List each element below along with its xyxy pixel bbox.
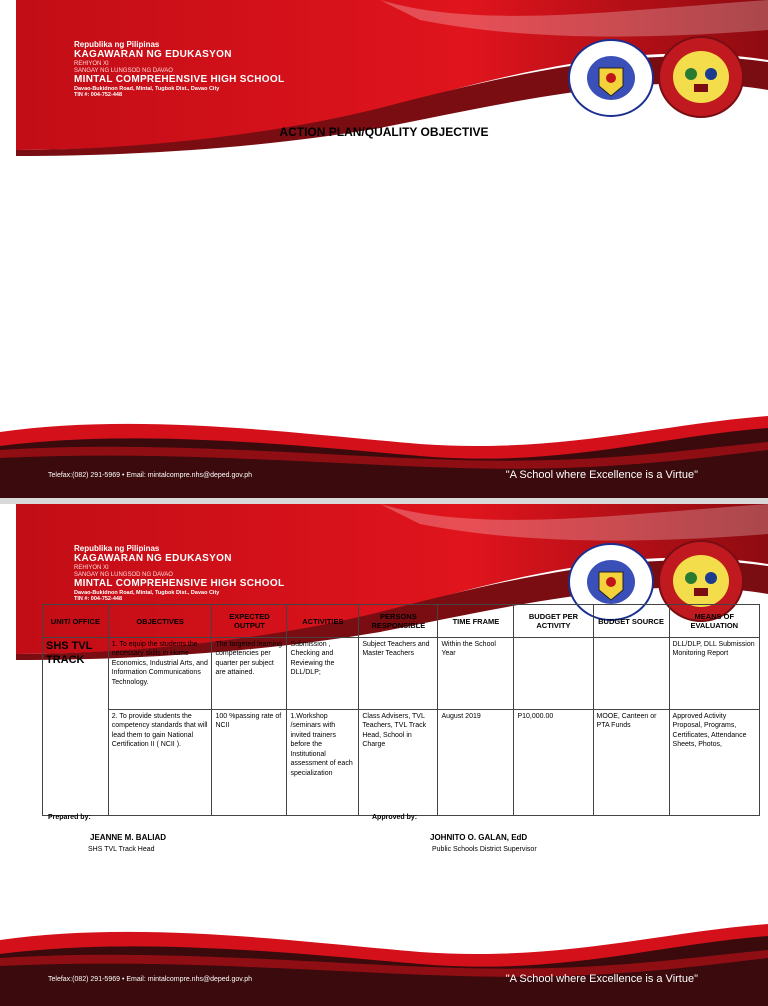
column-header: TIME FRAME	[438, 605, 514, 638]
division-label: SANGAY NG LUNGSOD NG DAVAO	[74, 67, 173, 74]
table-row	[43, 710, 760, 816]
region-label: REHIYON XI	[74, 564, 109, 571]
budget-source-cell: MOOE, Canteen or PTA Funds	[593, 710, 669, 816]
republic-label: Republika ng Pilipinas	[74, 544, 160, 553]
school-motto: "A School where Excellence is a Virtue"	[505, 973, 698, 985]
action-plan-table	[42, 604, 760, 816]
letterhead-page-2	[0, 504, 768, 1006]
output-cell: 100 %passing rate of NCII	[212, 710, 287, 816]
budget-source-cell	[593, 638, 669, 710]
letterhead-page-1	[0, 0, 768, 498]
school-address: Davao-Bukidnon Road, Mintal, Tugbok Dist., Davao City	[74, 85, 220, 92]
approved-by-title: Public Schools District Supervisor	[432, 846, 537, 853]
school-name: MINTAL COMPREHENSIVE HIGH SCHOOL	[74, 74, 285, 86]
republic-label: Republika ng Pilipinas	[74, 40, 160, 49]
column-header: ACTIVITIES	[287, 605, 359, 638]
budget-cell	[514, 638, 593, 710]
evaluation-cell: Approved Activity Proposal, Programs, Certificates, Attendance Sheets, Photos,	[669, 710, 759, 816]
activities-cell: 1.Workshop /seminars with invited trainers before the Institutional assessment of each specialization	[287, 710, 359, 816]
department-name: KAGAWARAN NG EDUKASYON	[74, 553, 232, 565]
column-header: OBJECTIVES	[108, 605, 212, 638]
footer-contact: Telefax:(082) 291-5969 • Email: mintalcompre.nhs@deped.gov.ph	[48, 976, 252, 983]
region-label: REHIYON XI	[74, 60, 109, 67]
school-name: MINTAL COMPREHENSIVE HIGH SCHOOL	[74, 578, 285, 590]
column-header: BUDGET PER ACTIVITY	[514, 605, 593, 638]
column-header: PERSONS RESPONSIBLE	[359, 605, 438, 638]
approved-by-label: Approved by:	[372, 814, 418, 821]
table-header-row	[43, 605, 760, 638]
time-frame-cell: August 2019	[438, 710, 514, 816]
evaluation-cell: DLL/DLP, DLL Submission Monitoring Report	[669, 638, 759, 710]
school-address: Davao-Bukidnon Road, Mintal, Tugbok Dist., Davao City	[74, 589, 220, 596]
column-header: EXPECTED OUTPUT	[212, 605, 287, 638]
footer-banner	[0, 410, 768, 498]
activities-cell: Submission , Checking and Reviewing the DLL/DLP;	[287, 638, 359, 710]
header-text-block	[74, 40, 284, 99]
objective-cell: 1. To equip the students the necessary skills in Home Economics, Industrial Arts, and Information Communications Technology.	[108, 638, 212, 710]
deped-seal-icon	[566, 38, 656, 118]
persons-cell: Class Advisers, TVL Teachers, TVL Track Head, School in Charge	[359, 710, 438, 816]
unit-office-cell: SHS TVL TRACK	[43, 638, 109, 816]
prepared-by-name: JEANNE M. BALIAD	[90, 833, 167, 842]
column-header: MEANS OF EVALUATION	[669, 605, 759, 638]
prepared-by-label: Prepared by:	[48, 814, 91, 821]
footer-banner	[0, 918, 768, 1006]
school-tin: TIN #: 004-752-448	[74, 92, 122, 99]
school-seal-icon	[656, 34, 746, 120]
division-label: SANGAY NG LUNGSOD NG DAVAO	[74, 571, 173, 578]
table-row	[43, 638, 760, 710]
approved-by-name: JOHNITO O. GALAN, EdD	[430, 833, 528, 842]
objective-cell: 2. To provide students the competency standards that will lead them to gain National Certification II ( NCII ).	[108, 710, 212, 816]
time-frame-cell: Within the School Year	[438, 638, 514, 710]
column-header: BUDGET SOURCE	[593, 605, 669, 638]
prepared-by-title: SHS TVL Track Head	[88, 846, 155, 853]
department-name: KAGAWARAN NG EDUKASYON	[74, 49, 232, 61]
persons-cell: Subject Teachers and Master Teachers	[359, 638, 438, 710]
output-cell: The targeted learning competencies per quarter per subject are attained.	[212, 638, 287, 710]
footer-contact: Telefax:(082) 291-5969 • Email: mintalcompre.nhs@deped.gov.ph	[48, 472, 252, 479]
document-title: ACTION PLAN/QUALITY OBJECTIVE	[279, 125, 489, 139]
column-header: UNIT/ OFFICE	[43, 605, 109, 638]
school-tin: TIN #: 004-752-448	[74, 596, 122, 603]
header-text-block	[74, 544, 284, 603]
school-motto: "A School where Excellence is a Virtue"	[505, 469, 698, 481]
budget-cell: P10,000.00	[514, 710, 593, 816]
